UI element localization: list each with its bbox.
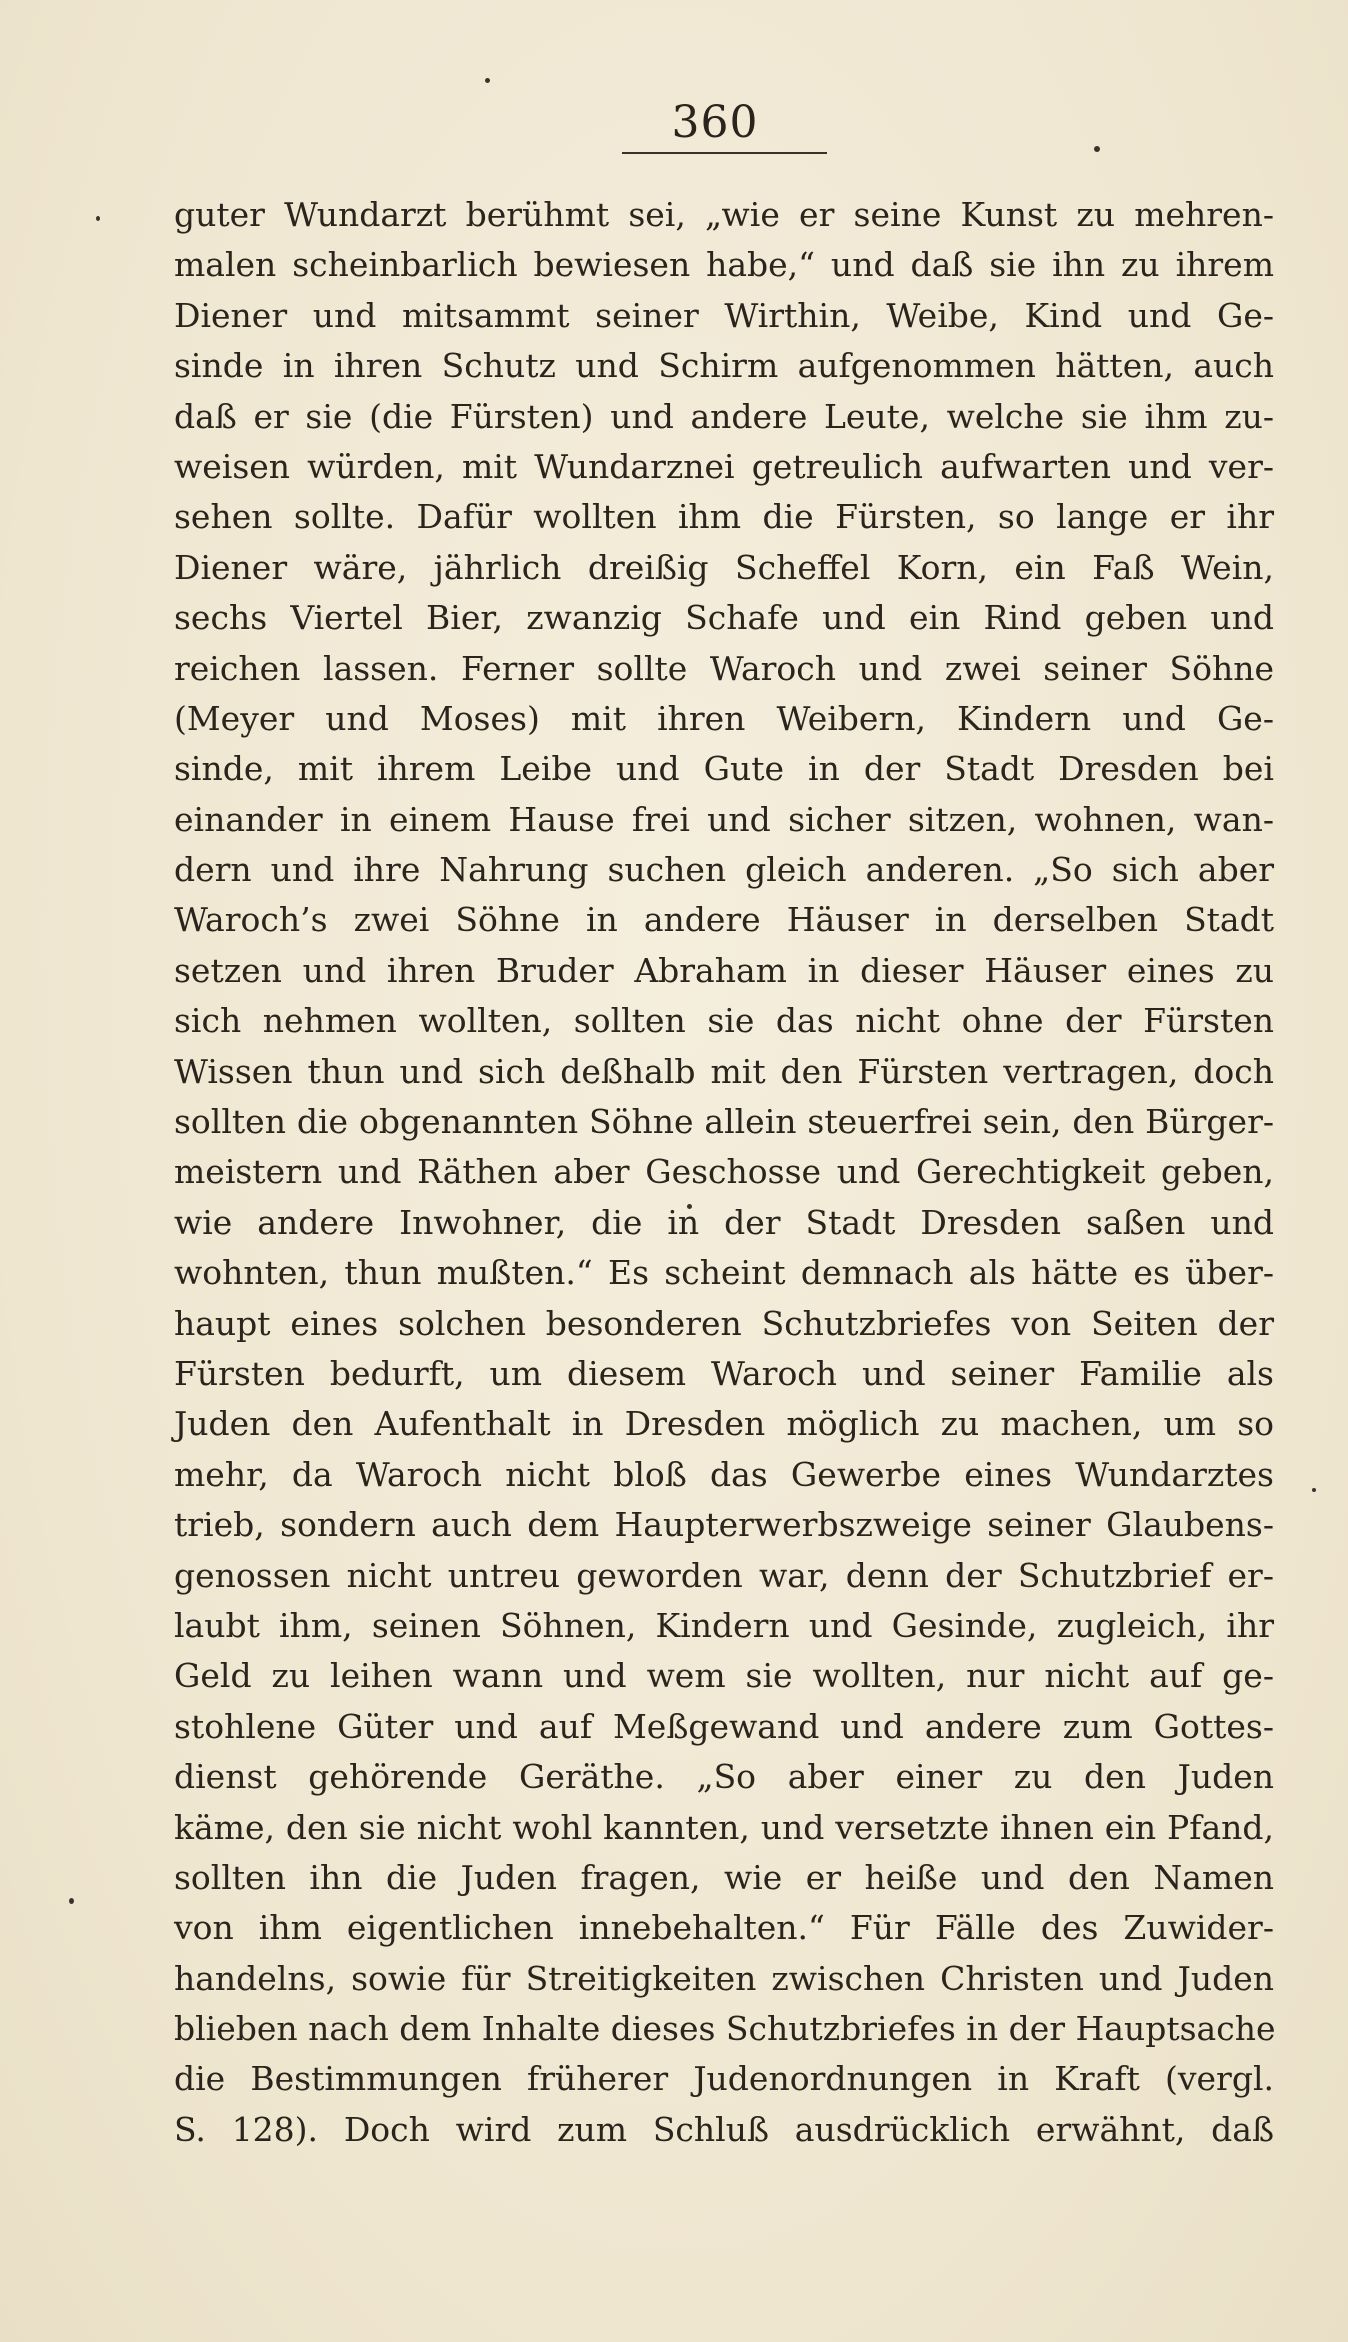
page-number: 360: [671, 97, 759, 148]
text-line: reichen lassen. Ferner sollte Waroch und zwei seiner Söhne: [174, 648, 1274, 688]
text-line: handelns, sowie für Streitigkeiten zwischen Christen und Juden: [174, 1958, 1274, 1998]
text-line: sechs Viertel Bier, zwanzig Schafe und ein Rind geben und: [174, 598, 1274, 638]
text-line: käme, den sie nicht wohl kannten, und versetzte ihnen ein Pfand,: [174, 1807, 1274, 1847]
body-text: [174, 190, 1274, 2155]
text-line: Diener und mitsammt seiner Wirthin, Weibe, Kind und Ge-: [174, 295, 1274, 335]
text-line: Diener wäre, jährlich dreißig Scheffel Korn, ein Faß Wein,: [174, 547, 1274, 587]
text-line: sehen sollte. Dafür wollten ihm die Fürsten, so lange er ihr: [174, 497, 1274, 537]
ink-speck: [69, 1898, 74, 1904]
text-line: Waroch’s zwei Söhne in andere Häuser in derselben Stadt: [174, 900, 1274, 940]
ink-speck: [1094, 146, 1100, 152]
text-line: weisen würden, mit Wundarznei getreulich aufwarten und ver-: [174, 446, 1274, 486]
text-line: meistern und Räthen aber Geschosse und Gerechtigkeit geben,: [174, 1152, 1274, 1192]
text-line: setzen und ihren Bruder Abraham in dieser Häuser eines zu: [174, 950, 1274, 990]
text-line: haupt eines solchen besonderen Schutzbriefes von Seiten der: [174, 1303, 1274, 1343]
text-line: einander in einem Hause frei und sicher sitzen, wohnen, wan-: [174, 799, 1274, 839]
text-line: Fürsten bedurft, um diesem Waroch und seiner Familie als: [174, 1353, 1274, 1393]
text-line: Wissen thun und sich deßhalb mit den Fürsten vertragen, doch: [174, 1051, 1274, 1091]
text-line: sinde in ihren Schutz und Schirm aufgenommen hätten, auch: [174, 346, 1274, 386]
text-line: genossen nicht untreu geworden war, denn der Schutzbrief er-: [174, 1555, 1274, 1595]
text-line: malen scheinbarlich bewiesen habe,“ und daß sie ihn zu ihrem: [174, 245, 1274, 285]
text-line: guter Wundarzt berühmt sei, „wie er seine Kunst zu mehren-: [174, 195, 1274, 234]
text-line: dern und ihre Nahrung suchen gleich anderen. „So sich aber: [174, 850, 1274, 890]
text-line: sinde, mit ihrem Leibe und Gute in der Stadt Dresden bei: [174, 749, 1274, 789]
header-rule: [622, 152, 827, 154]
text-line: trieb, sondern auch dem Haupterwerbszweige seiner Glaubens-: [174, 1505, 1274, 1545]
ink-speck: [96, 216, 100, 221]
text-line: S. 128). Doch wird zum Schluß ausdrücklich erwähnt, daß: [174, 2109, 1274, 2149]
text-line: (Meyer und Moses) mit ihren Weibern, Kindern und Ge-: [174, 698, 1274, 738]
text-line: mehr, da Waroch nicht bloß das Gewerbe eines Wundarztes: [174, 1454, 1274, 1494]
text-line: sich nehmen wollten, sollten sie das nicht ohne der Fürsten: [174, 1001, 1274, 1041]
text-line: sollten ihn die Juden fragen, wie er heiße und den Namen: [174, 1857, 1274, 1897]
text-line: daß er sie (die Fürsten) und andere Leute, welche sie ihm zu-: [174, 396, 1274, 436]
ink-speck: [1312, 1488, 1316, 1492]
text-line: wohnten, thun mußten.“ Es scheint demnach als hätte es über-: [174, 1253, 1274, 1293]
text-line: sollten die obgenannten Söhne allein steuerfrei sein, den Bürger-: [174, 1102, 1274, 1142]
text-line: die Bestimmungen früherer Judenordnungen in Kraft (vergl.: [174, 2059, 1274, 2099]
ink-speck: [485, 78, 490, 83]
text-line: dienst gehörende Geräthe. „So aber einer zu den Juden: [174, 1757, 1274, 1797]
text-line: stohlene Güter und auf Meßgewand und andere zum Gottes-: [174, 1706, 1274, 1746]
text-line: Juden den Aufenthalt in Dresden möglich zu machen, um so: [174, 1404, 1274, 1444]
text-line: Geld zu leihen wann und wem sie wollten, nur nicht auf ge-: [174, 1656, 1274, 1696]
text-line: laubt ihm, seinen Söhnen, Kindern und Gesinde, zugleich, ihr: [174, 1605, 1274, 1645]
text-line: von ihm eigentlichen innebehalten.“ Für Fälle des Zuwider-: [174, 1908, 1274, 1948]
text-line: blieben nach dem Inhalte dieses Schutzbriefes in der Hauptsache: [174, 2009, 1276, 2049]
text-line: wie andere Inwohner, die in der Stadt Dresden saßen und: [174, 1202, 1274, 1242]
